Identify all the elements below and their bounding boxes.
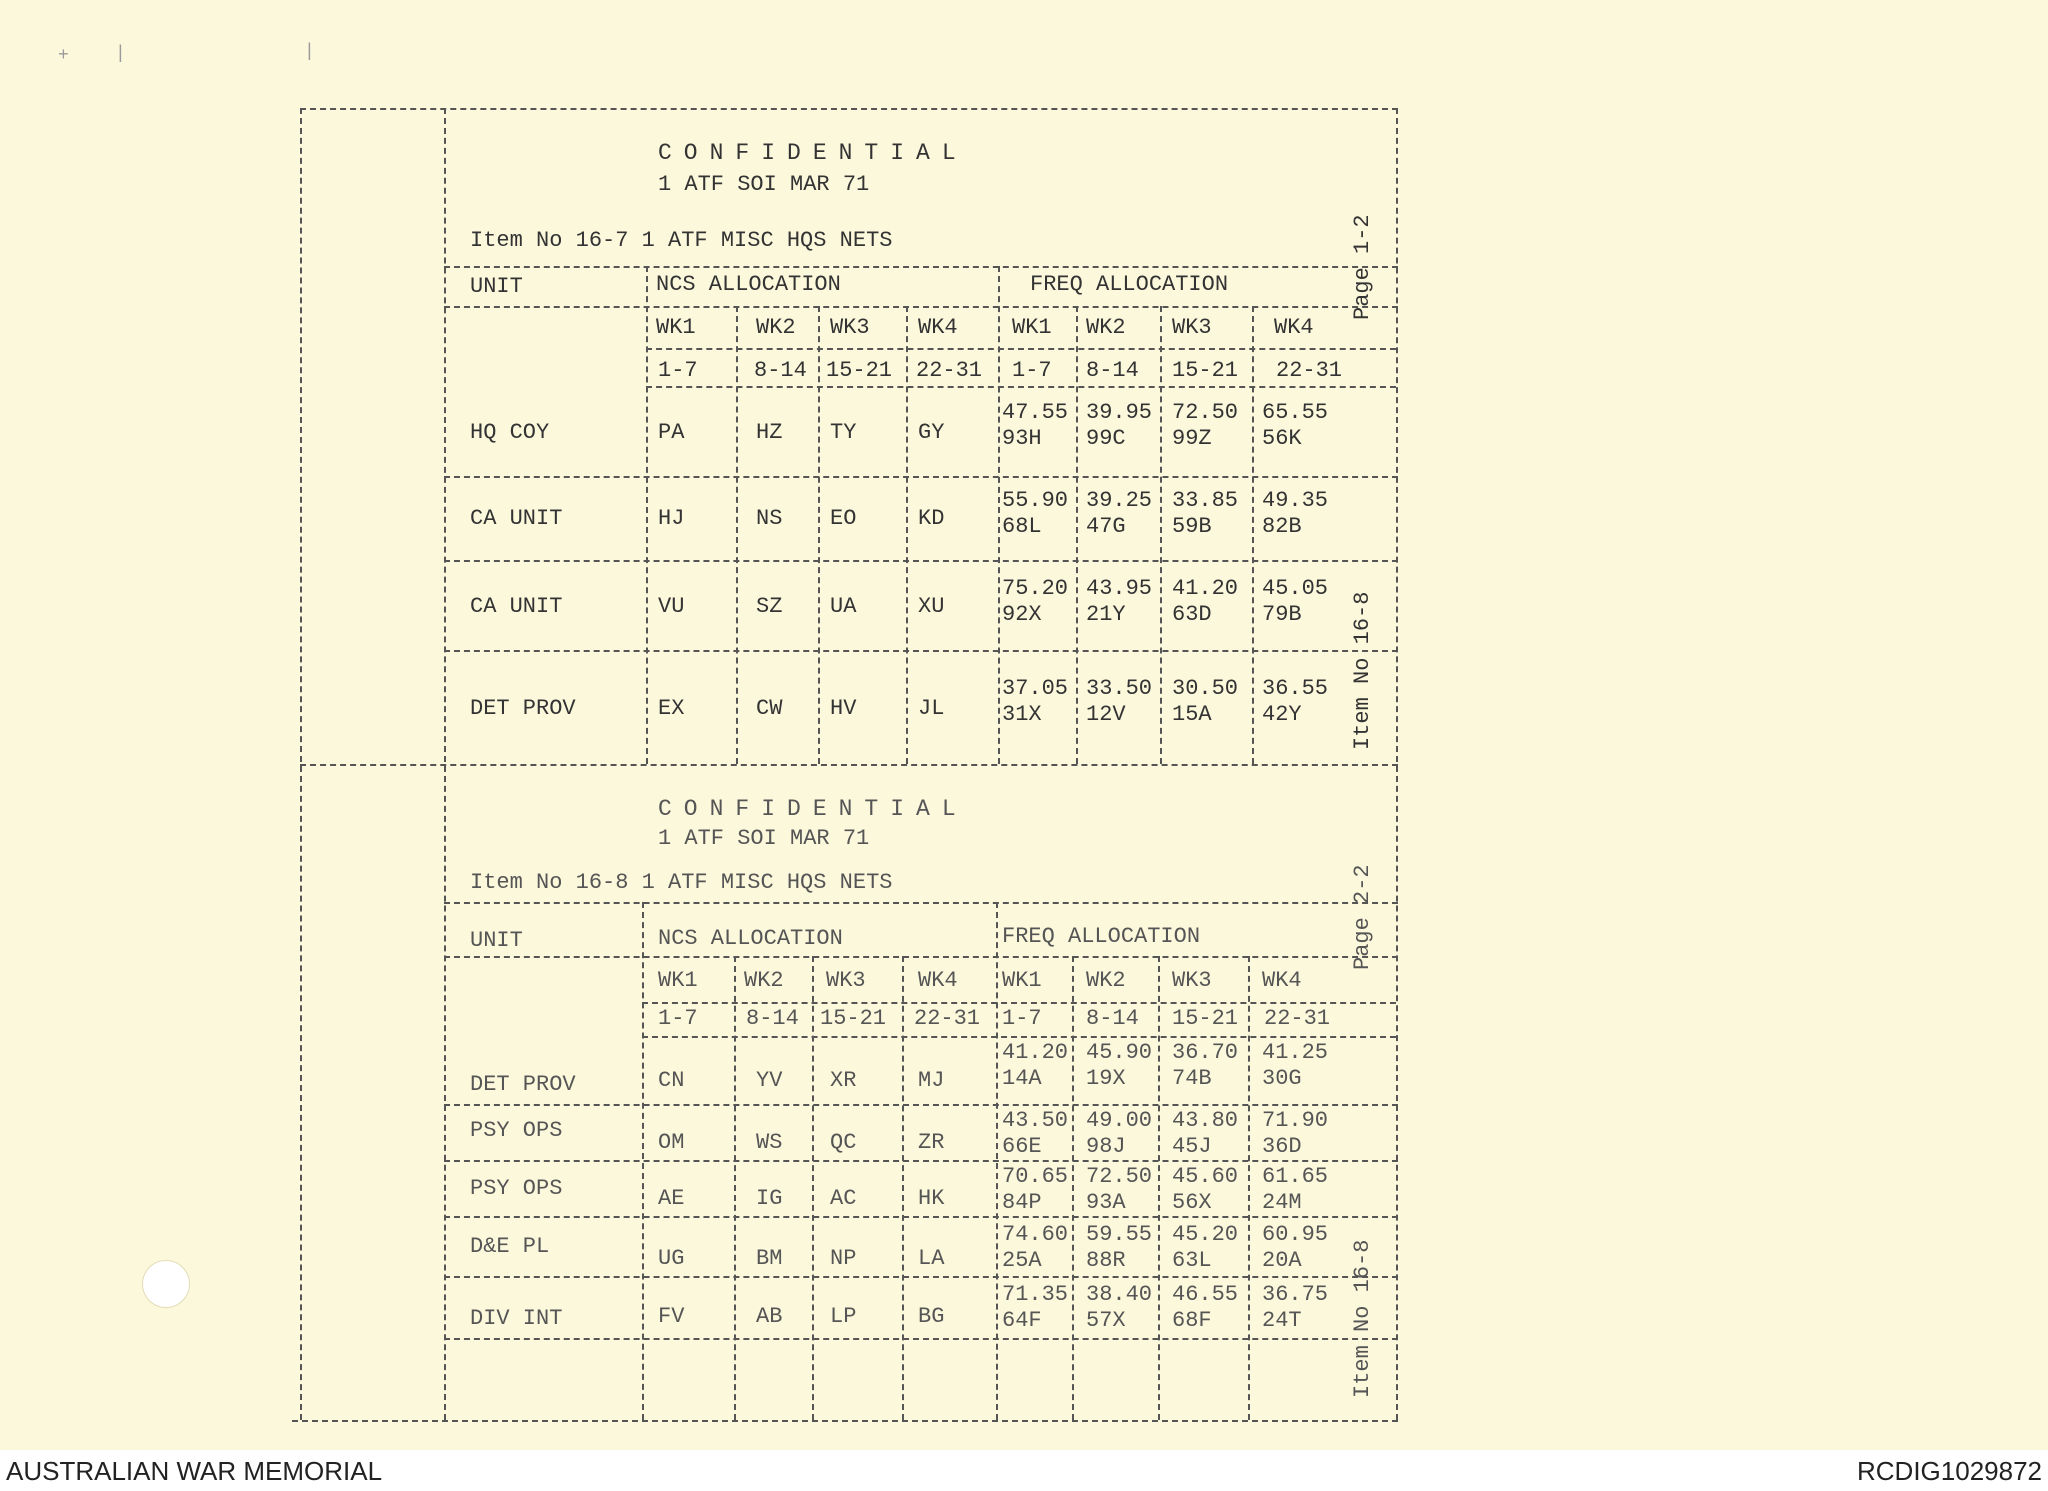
ncs-code: ZR bbox=[918, 1130, 945, 1155]
ncs-week-3: WK3 bbox=[826, 968, 866, 993]
grid-line bbox=[736, 306, 738, 764]
grid-line bbox=[444, 956, 1398, 958]
ncs-code: OM bbox=[658, 1130, 685, 1155]
grid-line bbox=[444, 560, 1398, 562]
grid-line bbox=[646, 266, 648, 764]
ncs-week-4: WK4 bbox=[918, 315, 958, 340]
ncs-code: VU bbox=[658, 594, 685, 619]
grid-line bbox=[642, 1036, 1396, 1038]
header-freq: FREQ ALLOCATION bbox=[1030, 272, 1229, 297]
freq-cell: 30.50 15A bbox=[1172, 676, 1239, 727]
freq-cell: 43.80 45J bbox=[1172, 1108, 1239, 1159]
grid-line bbox=[1158, 956, 1160, 1420]
freq-cell: 36.70 74B bbox=[1172, 1040, 1239, 1091]
ncs-range-4: 22-31 bbox=[916, 358, 983, 383]
side-item-label: Item No 16-8 bbox=[1350, 591, 1375, 750]
ncs-week-1: WK1 bbox=[658, 968, 698, 993]
grid-line bbox=[646, 348, 1396, 350]
grid-line bbox=[444, 1104, 1398, 1106]
ncs-code: AE bbox=[658, 1186, 685, 1211]
ncs-code: UG bbox=[658, 1246, 685, 1271]
freq-cell: 39.25 47G bbox=[1086, 488, 1153, 539]
margin-mark: | bbox=[115, 44, 126, 64]
archive-footer bbox=[0, 1450, 2048, 1491]
row-unit: DET PROV bbox=[470, 696, 576, 721]
freq-cell: 60.95 20A bbox=[1262, 1222, 1329, 1273]
margin-mark: | bbox=[304, 42, 315, 62]
freq-cell: 43.50 66E bbox=[1002, 1108, 1069, 1159]
freq-cell: 46.55 68F bbox=[1172, 1282, 1239, 1333]
grid-line bbox=[444, 902, 1398, 904]
grid-line bbox=[818, 306, 820, 764]
ncs-code: AC bbox=[830, 1186, 857, 1211]
ncs-code: UA bbox=[830, 594, 857, 619]
freq-cell: 47.55 93H bbox=[1002, 400, 1069, 451]
grid-line bbox=[1252, 306, 1254, 764]
grid-line bbox=[902, 956, 904, 1420]
freq-week-4: WK4 bbox=[1262, 968, 1302, 993]
freq-cell: 75.20 92X bbox=[1002, 576, 1069, 627]
grid-line bbox=[642, 1002, 1396, 1004]
ncs-week-2: WK2 bbox=[756, 315, 796, 340]
ncs-code: QC bbox=[830, 1130, 857, 1155]
grid-line bbox=[1076, 306, 1078, 764]
ncs-code: AB bbox=[756, 1304, 783, 1329]
ncs-code: NP bbox=[830, 1246, 857, 1271]
grid-line bbox=[444, 266, 1398, 268]
ncs-code: XR bbox=[830, 1068, 857, 1093]
freq-cell: 39.95 99C bbox=[1086, 400, 1153, 451]
freq-week-1: WK1 bbox=[1002, 968, 1042, 993]
row-unit: PSY OPS bbox=[470, 1118, 563, 1143]
row-unit: CA UNIT bbox=[470, 594, 563, 619]
ncs-code: BM bbox=[756, 1246, 783, 1271]
grid-line bbox=[998, 266, 1000, 764]
freq-cell: 41.20 63D bbox=[1172, 576, 1239, 627]
freq-week-1: WK1 bbox=[1012, 315, 1052, 340]
ncs-range-2: 8-14 bbox=[754, 358, 807, 383]
freq-range-4: 22-31 bbox=[1276, 358, 1343, 383]
soi-label: 1 ATF SOI MAR 71 bbox=[658, 172, 870, 197]
row-unit: DET PROV bbox=[470, 1072, 576, 1097]
ncs-code: SZ bbox=[756, 594, 783, 619]
confidential-heading: CONFIDENTIAL bbox=[658, 796, 968, 822]
freq-week-3: WK3 bbox=[1172, 315, 1212, 340]
grid-line bbox=[444, 476, 1398, 478]
grid-line bbox=[444, 650, 1398, 652]
ncs-code: IG bbox=[756, 1186, 783, 1211]
frame-bottom bbox=[292, 1420, 1398, 1422]
ncs-code: KD bbox=[918, 506, 945, 531]
item-title: Item No 16-8 1 ATF MISC HQS NETS bbox=[470, 870, 893, 895]
freq-cell: 38.40 57X bbox=[1086, 1282, 1153, 1333]
header-freq: FREQ ALLOCATION bbox=[1002, 924, 1201, 949]
grid-line bbox=[444, 306, 1398, 308]
freq-cell: 70.65 84P bbox=[1002, 1164, 1069, 1215]
form-frame bbox=[300, 108, 1398, 1420]
grid-line bbox=[812, 956, 814, 1420]
side-item-label: Item No 16-8 bbox=[1350, 1239, 1375, 1398]
row-unit: DIV INT bbox=[470, 1306, 563, 1331]
freq-week-4: WK4 bbox=[1274, 315, 1314, 340]
freq-cell: 61.65 24M bbox=[1262, 1164, 1329, 1215]
freq-range-4: 22-31 bbox=[1264, 1006, 1331, 1031]
freq-cell: 36.55 42Y bbox=[1262, 676, 1329, 727]
grid-line bbox=[646, 386, 1396, 388]
ncs-code: HV bbox=[830, 696, 857, 721]
grid-line bbox=[444, 1338, 1398, 1340]
grid-line bbox=[996, 902, 998, 1420]
row-unit: PSY OPS bbox=[470, 1176, 563, 1201]
confidential-heading: CONFIDENTIAL bbox=[658, 140, 968, 166]
ncs-week-3: WK3 bbox=[830, 315, 870, 340]
freq-range-3: 15-21 bbox=[1172, 358, 1239, 383]
ncs-code: LA bbox=[918, 1246, 945, 1271]
freq-cell: 36.75 24T bbox=[1262, 1282, 1329, 1333]
freq-cell: 41.20 14A bbox=[1002, 1040, 1069, 1091]
item-title: Item No 16-7 1 ATF MISC HQS NETS bbox=[470, 228, 893, 253]
header-unit: UNIT bbox=[470, 274, 523, 299]
ncs-code: CW bbox=[756, 696, 783, 721]
ncs-code: WS bbox=[756, 1130, 783, 1155]
header-ncs: NCS ALLOCATION bbox=[658, 926, 843, 951]
page-label: Page 2-2 bbox=[1350, 864, 1375, 970]
freq-week-3: WK3 bbox=[1172, 968, 1212, 993]
freq-cell: 49.00 98J bbox=[1086, 1108, 1153, 1159]
ncs-range-2: 8-14 bbox=[746, 1006, 799, 1031]
freq-cell: 55.90 68L bbox=[1002, 488, 1069, 539]
ncs-code: LP bbox=[830, 1304, 857, 1329]
freq-range-3: 15-21 bbox=[1172, 1006, 1239, 1031]
freq-cell: 45.90 19X bbox=[1086, 1040, 1153, 1091]
ncs-range-1: 1-7 bbox=[658, 1006, 698, 1031]
sheet-divider bbox=[300, 764, 1398, 766]
freq-cell: 41.25 30G bbox=[1262, 1040, 1329, 1091]
ncs-code: JL bbox=[918, 696, 945, 721]
ncs-code: HJ bbox=[658, 506, 685, 531]
freq-cell: 33.50 12V bbox=[1086, 676, 1153, 727]
grid-line bbox=[734, 956, 736, 1420]
freq-cell: 43.95 21Y bbox=[1086, 576, 1153, 627]
ncs-code: HZ bbox=[756, 420, 783, 445]
ncs-code: TY bbox=[830, 420, 857, 445]
ncs-code: XU bbox=[918, 594, 945, 619]
freq-cell: 59.55 88R bbox=[1086, 1222, 1153, 1273]
grid-line bbox=[642, 902, 644, 1420]
ncs-code: MJ bbox=[918, 1068, 945, 1093]
freq-week-2: WK2 bbox=[1086, 315, 1126, 340]
freq-cell: 45.20 63L bbox=[1172, 1222, 1239, 1273]
header-unit: UNIT bbox=[470, 928, 523, 953]
freq-cell: 72.50 99Z bbox=[1172, 400, 1239, 451]
ncs-code: GY bbox=[918, 420, 945, 445]
ncs-range-1: 1-7 bbox=[658, 358, 698, 383]
ncs-code: HK bbox=[918, 1186, 945, 1211]
freq-cell: 45.60 56X bbox=[1172, 1164, 1239, 1215]
ncs-code: EO bbox=[830, 506, 857, 531]
freq-range-1: 1-7 bbox=[1002, 1006, 1042, 1031]
soi-label: 1 ATF SOI MAR 71 bbox=[658, 826, 870, 851]
ncs-code: PA bbox=[658, 420, 685, 445]
punch-hole bbox=[142, 1260, 190, 1308]
margin-mark: + bbox=[58, 46, 69, 66]
ncs-range-3: 15-21 bbox=[820, 1006, 887, 1031]
frame-top bbox=[300, 108, 1398, 110]
row-unit: D&E PL bbox=[470, 1234, 550, 1259]
row-unit: HQ COY bbox=[470, 420, 550, 445]
freq-cell: 72.50 93A bbox=[1086, 1164, 1153, 1215]
ncs-code: CN bbox=[658, 1068, 685, 1093]
ncs-code: NS bbox=[756, 506, 783, 531]
ncs-week-1: WK1 bbox=[656, 315, 696, 340]
grid-line bbox=[444, 1160, 1398, 1162]
header-ncs: NCS ALLOCATION bbox=[656, 272, 841, 297]
grid-line bbox=[1160, 306, 1162, 764]
freq-cell: 37.05 31X bbox=[1002, 676, 1069, 727]
freq-cell: 49.35 82B bbox=[1262, 488, 1329, 539]
row-unit: CA UNIT bbox=[470, 506, 563, 531]
freq-cell: 71.35 64F bbox=[1002, 1282, 1069, 1333]
grid-line bbox=[906, 306, 908, 764]
freq-cell: 74.60 25A bbox=[1002, 1222, 1069, 1273]
ncs-range-4: 22-31 bbox=[914, 1006, 981, 1031]
grid-line bbox=[1248, 956, 1250, 1420]
ncs-week-2: WK2 bbox=[744, 968, 784, 993]
freq-range-2: 8-14 bbox=[1086, 358, 1139, 383]
freq-cell: 33.85 59B bbox=[1172, 488, 1239, 539]
freq-week-2: WK2 bbox=[1086, 968, 1126, 993]
archive-id: RCDIG1029872 bbox=[1857, 1456, 2042, 1486]
freq-range-2: 8-14 bbox=[1086, 1006, 1139, 1031]
ncs-code: FV bbox=[658, 1304, 685, 1329]
ncs-range-3: 15-21 bbox=[826, 358, 893, 383]
freq-range-1: 1-7 bbox=[1012, 358, 1052, 383]
grid-line bbox=[1072, 956, 1074, 1420]
freq-cell: 45.05 79B bbox=[1262, 576, 1329, 627]
page-label: Page 1-2 bbox=[1350, 214, 1375, 320]
ncs-week-4: WK4 bbox=[918, 968, 958, 993]
freq-cell: 71.90 36D bbox=[1262, 1108, 1329, 1159]
ncs-code: EX bbox=[658, 696, 685, 721]
grid-line bbox=[444, 1276, 1398, 1278]
ncs-code: YV bbox=[756, 1068, 783, 1093]
grid-line bbox=[444, 1216, 1398, 1218]
freq-cell: 65.55 56K bbox=[1262, 400, 1329, 451]
archive-name: AUSTRALIAN WAR MEMORIAL bbox=[6, 1456, 383, 1486]
ncs-code: BG bbox=[918, 1304, 945, 1329]
